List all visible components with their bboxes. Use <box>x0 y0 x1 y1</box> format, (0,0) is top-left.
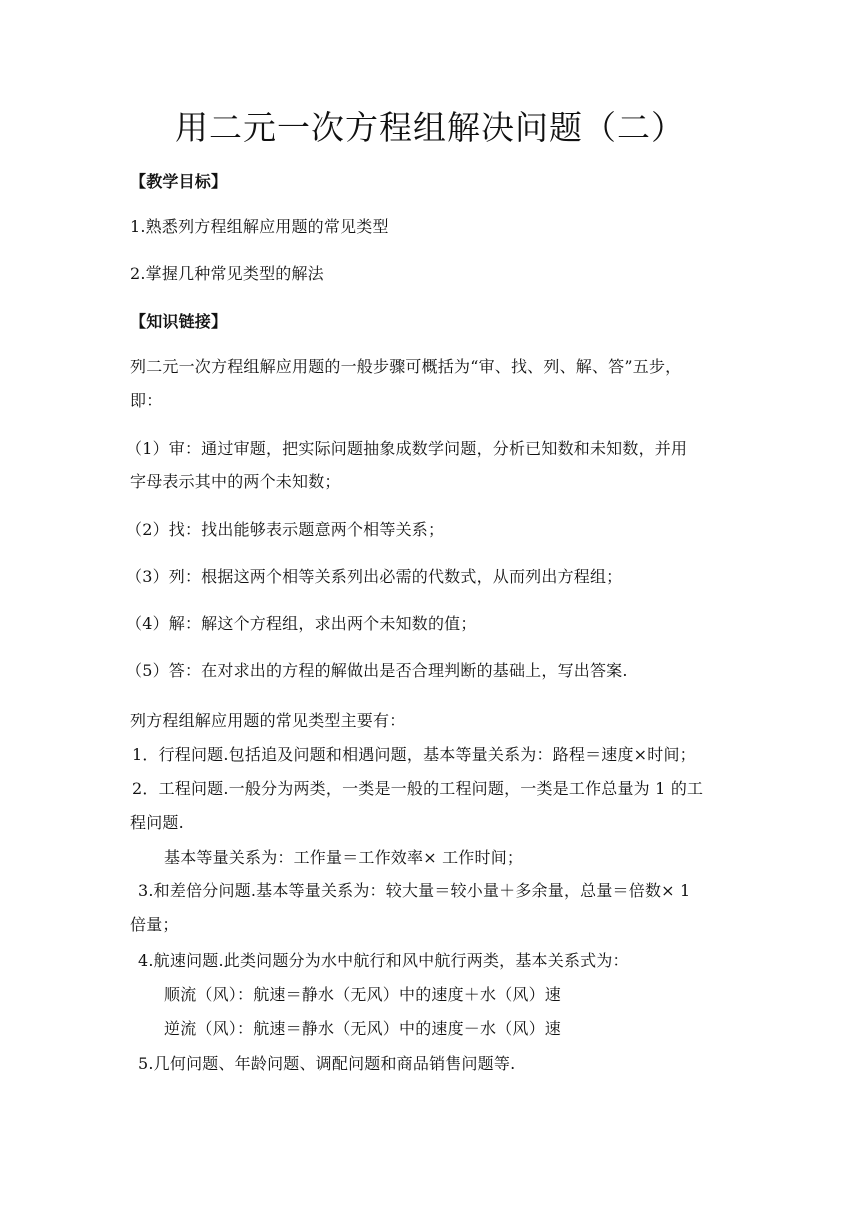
step-4: （4）解：解这个方程组，求出两个未知数的值； <box>126 614 477 633</box>
step-2: （2）找：找出能够表示题意两个相等关系； <box>126 520 445 539</box>
step-3: （3）列：根据这两个相等关系列出必需的代数式，从而列出方程组； <box>126 567 623 586</box>
type-5: 5.几何问题、年龄问题、调配问题和商品销售问题等. <box>138 1054 516 1073</box>
knowledge-intro-line-1: 列二元一次方程组解应用题的一般步骤可概括为“审、找、列、解、答”五步， <box>130 357 682 376</box>
type-4-line-3: 逆流（风）：航速＝静水（无风）中的速度－水（风）速 <box>164 1019 562 1038</box>
types-intro: 列方程组解应用题的常见类型主要有： <box>130 711 406 730</box>
type-4-line-1: 4.航速问题.此类问题分为水中航行和风中航行两类，基本关系式为： <box>138 951 629 970</box>
knowledge-intro-line-2: 即： <box>130 391 163 410</box>
section-heading-knowledge: 【知识链接】 <box>130 312 228 331</box>
goal-item-2: 2.掌握几种常见类型的解法 <box>130 264 324 283</box>
step-1-line-2: 字母表示其中的两个未知数； <box>130 472 341 491</box>
type-4-line-2: 顺流（风）：航速＝静水（无风）中的速度＋水（风）速 <box>164 985 562 1004</box>
type-2-line-1: 2．工程问题.一般分为两类，一类是一般的工程问题，一类是工作总量为 1 的工 <box>132 779 704 798</box>
type-1: 1．行程问题.包括追及问题和相遇问题，基本等量关系为：路程＝速度×时间； <box>132 745 696 764</box>
page-title: 用二元一次方程组解决问题（二） <box>175 108 685 147</box>
type-3-line-2: 倍量； <box>130 915 179 934</box>
step-5: （5）答：在对求出的方程的解做出是否合理判断的基础上，写出答案. <box>126 661 628 680</box>
type-3-line-1: 3.和差倍分问题.基本等量关系为：较大量＝较小量＋多余量，总量＝倍数× 1 <box>138 881 691 900</box>
goal-item-1: 1.熟悉列方程组解应用题的常见类型 <box>130 217 389 236</box>
step-1-line-1: （1）审：通过审题，把实际问题抽象成数学问题，分析已知数和未知数，并用 <box>126 439 688 458</box>
section-heading-goals: 【教学目标】 <box>130 172 228 191</box>
type-2-line-3: 基本等量关系为：工作量＝工作效率× 工作时间； <box>164 848 524 867</box>
type-2-line-2: 程问题. <box>130 813 184 832</box>
